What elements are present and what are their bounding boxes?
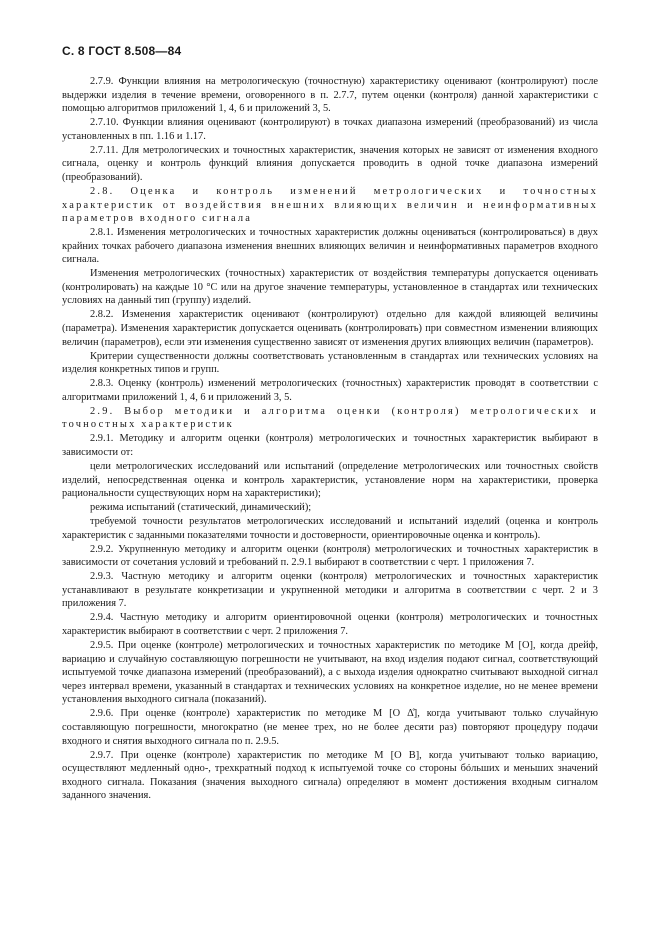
paragraph: режима испытаний (статический, динамический); — [90, 502, 312, 514]
paragraph: 2.9.4. Частную методику и алгоритм ориентировочной оценки (контроля) метрологических и точностных характеристик выбирают в соответствии с черт. 2 приложения 7. — [62, 612, 598, 637]
page-header: С. 8 ГОСТ 8.508—84 — [62, 44, 182, 58]
paragraph: 2.9.2. Укрупненную методику и алгоритм оценки (контроля) метрологических и точностных характеристик в зависимости от сочетания условий и требований п. 2.9.1 выбирают в соответствии с черт. 1 приложения 7. — [62, 543, 598, 569]
section-heading: 2.9. Выбор методики и алгоритма оценки (контроля) метрологических и точностных характеристик — [62, 405, 598, 431]
document-body — [62, 75, 598, 803]
paragraph: 2.7.9. Функции влияния на метрологическую (точностную) характеристику оценивают (контролируют) после выдержки изделия в течение времени, оговоренного в п. 2.7.7, путем оценки (контроля) данной характеристики с помощью алгоритмов приложений 1, 4, 6 и приложений 3, 5. — [62, 76, 598, 115]
paragraph: 2.8.1. Изменения метрологических и точностных характеристик должны оцениваться (контролироваться) в двух крайних точках рабочего диапазона изменения внешних влияющих величин и неинформативных параметров входного сигнала. — [62, 227, 598, 266]
section-heading: 2.8. Оценка и контроль изменений метрологических и точностных характеристик от воздействия внешних влияющих величин и неинформативных параметров входного сигнала — [62, 185, 598, 225]
paragraph: 2.9.3. Частную методику и алгоритм оценки (контроля) метрологических и точностных характеристик устанавливают в результате конкретизации и укрупненной методики и алгоритма в соответствии с черт. 2 и 3 приложения 7. — [62, 571, 598, 610]
paragraph: 2.9.6. При оценке (контроле) характеристик по методике М [О Δ̊], когда учитывают только случайную составляющую погрешности, многократно (не менее трех, но не более десяти раз) повторяют процедуру подачи входного и снятия выходного сигнала по п. 2.9.5. — [62, 708, 598, 747]
paragraph: требуемой точности результатов метрологических исследований и испытаний изделий (оценка и контроль характеристик с заданными показателями точности и достоверности, ориентировочные оценка и контроль). — [62, 516, 598, 541]
paragraph: 2.8.3. Оценку (контроль) изменений метрологических (точностных) характеристик проводят в соответствии с алгоритмами приложений 1, 4, 6 и приложений 3, 5. — [62, 378, 598, 403]
paragraph: 2.8.2. Изменения характеристик оценивают (контролируют) отдельно для каждой влияющей величины (параметра). Изменения характеристик допускается оценивать (контролировать) при совместном изменении влияющих величин (параметров), если эти изменения существенно зависят от изменения других влияющих величин (параметров). — [62, 309, 598, 348]
paragraph: Критерии существенности должны соответствовать установленным в стандартах или технических условиях на изделия конкретных типов и групп. — [62, 350, 598, 376]
paragraph: цели метрологических исследований или испытаний (определение метрологических или точностных свойств изделий, непосредственная оценка и контроль характеристик, установление норм на характеристики, проверка рациональности существующих норм на характеристики); — [62, 460, 598, 500]
paragraph: 2.7.10. Функции влияния оценивают (контролируют) в точках диапазона измерений (преобразований) из числа установленных в пп. 1.16 и 1.17. — [62, 117, 598, 142]
paragraph: 2.7.11. Для метрологических и точностных характеристик, значения которых не зависят от изменения входного сигнала, оценку и контроль функций влияния допускается проводить в одной точке диапазона измерений (преобразований). — [62, 144, 598, 183]
paragraph: 2.9.1. Методику и алгоритм оценки (контроля) метрологических и точностных характеристик выбирают в зависимости от: — [62, 433, 598, 458]
paragraph: 2.9.7. При оценке (контроле) характеристик по методике М [О В], когда учитывают только вариацию, осуществляют медленный одно-, трехкратный подход к испытуемой точке со стороны бóльших и меньших значений входного сигнала. Показания (значения выходного сигнала) определяют в момент достижения входным сигналом заданного значения. — [62, 749, 598, 802]
paragraph: 2.9.5. При оценке (контроле) метрологических и точностных характеристик по методике М [О], когда дрейф, вариацию и случайную составляющую погрешности не учитывают, на вход изделия подают сигнал, соответствующий испытуемой точке диапазона измерений (преобразований), а с выхода изделия однократно считывают выходной сигнал через интервал времени, указанный в стандартах и технических условиях на конкретное изделие, но не менее времени установления выходного сигнала (показаний). — [62, 639, 598, 706]
paragraph: Изменения метрологических (точностных) характеристик от воздействия температуры допускается оценивать (контролировать) на каждые 10 °С или на другое значение температуры, установленное в стандартах или технических условиях на данный тип (группу) изделий. — [62, 268, 598, 307]
